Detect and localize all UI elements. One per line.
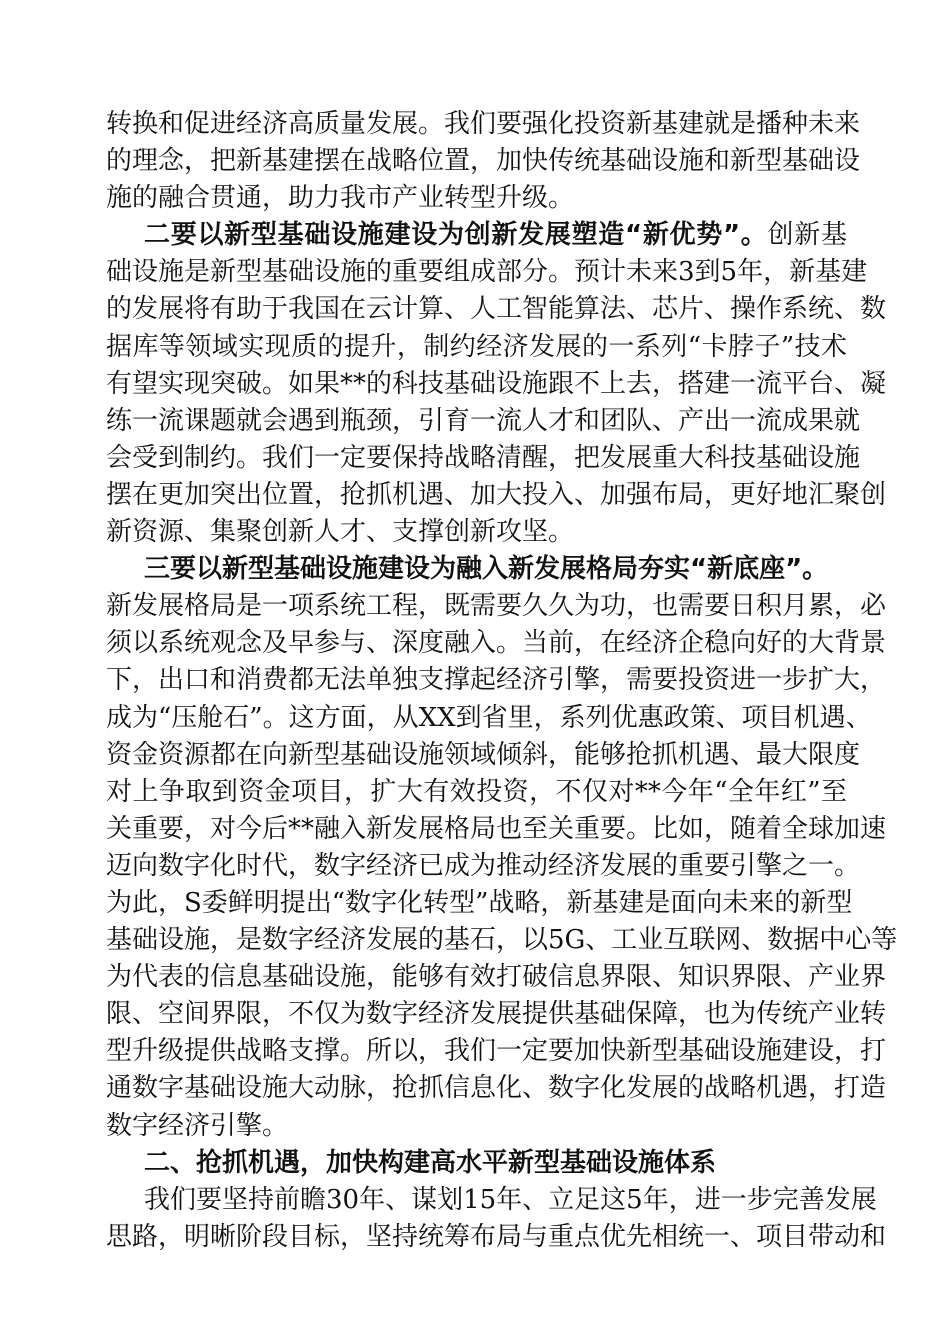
- body-text: 有望实现突破。如果**的科技基础设施跟不上去，搭建一流平台、凝: [106, 368, 887, 399]
- text-line: [106, 1033, 887, 1070]
- body-text: 下，出口和消费都无法单独支撑起经济引擎，需要投资进一步扩大，: [106, 665, 887, 696]
- body-text: 数字经济引擎。: [106, 1110, 289, 1141]
- text-line: [106, 996, 887, 1033]
- body-text: 新资源、集聚创新人才、支撑创新攻坚。: [106, 517, 575, 548]
- body-text: 成为“压舱石”。这方面，从XX到省里，系列优惠政策、项目机遇、: [106, 702, 872, 733]
- text-line: [106, 1108, 847, 1145]
- heading-line: [106, 551, 847, 588]
- body-text: 型升级提供战略支撑。所以，我们一定要加快新型基础设施建设，打: [106, 1036, 887, 1067]
- body-text: 须以系统观念及早参与、深度融入。当前，在经济企稳向好的大背景: [106, 628, 887, 659]
- body-text: 限、空间界限，不仅为数字经济发展提供基础保障，也为传统产业转: [106, 999, 887, 1030]
- body-text: 会受到制约。我们一定要保持战略清醒，把发展重大科技基础设施: [106, 442, 861, 473]
- bold-heading: 三要以新型基础设施建设为融入新发展格局夯实“新底座”。: [144, 554, 829, 585]
- body-text: 通数字基础设施大动脉，抢抓信息化、数字化发展的战略机遇，打造: [106, 1073, 887, 1104]
- body-text: 摆在更加突出位置，抢抓机遇、加大投入、加强布局，更好地汇聚创: [106, 479, 887, 510]
- text-line: [106, 700, 872, 737]
- text-line: [106, 366, 887, 403]
- text-line: [106, 106, 861, 143]
- body-text: 关重要，对今后**融入新发展格局也至关重要。比如，随着全球加速: [106, 813, 887, 844]
- body-text: 资金资源都在向新型基础设施领域倾斜，能够抢抓机遇、最大限度: [106, 739, 861, 770]
- text-line: [106, 922, 898, 959]
- text-line: [106, 848, 861, 885]
- text-line: [106, 625, 887, 662]
- text-line: [106, 1070, 887, 1107]
- text-line: [106, 1182, 877, 1219]
- text-line: [106, 180, 847, 217]
- body-text: 为代表的信息基础设施，能够有效打破信息界限、知识界限、产业界: [106, 962, 887, 993]
- text-line: [106, 1219, 887, 1256]
- text-line: [106, 329, 847, 366]
- text-line: [106, 737, 861, 774]
- text-line: [106, 811, 887, 848]
- bold-heading: 二要以新型基础设施建设为创新发展塑造“新优势”。: [144, 220, 768, 251]
- text-line: [106, 885, 853, 922]
- body-text: 转换和促进经济高质量发展。我们要强化投资新基建就是播种未来: [106, 109, 861, 139]
- text-line: [106, 291, 887, 328]
- text-line: [106, 774, 847, 811]
- body-text: 迈向数字化时代，数字经济已成为推动经济发展的重要引擎之一。: [106, 850, 861, 881]
- body-text: 思路，明晰阶段目标，坚持统筹布局与重点优先相统一、项目带动和: [106, 1221, 887, 1252]
- body-text: 础设施是新型基础设施的重要组成部分。预计未来3到5年，新基建: [106, 257, 868, 288]
- body-text: 基础设施，是数字经济发展的基石，以5G、工业互联网、数据中心等: [106, 925, 898, 956]
- text-line: [106, 959, 887, 996]
- text-line: [106, 514, 847, 551]
- body-text: 创新基: [767, 220, 847, 251]
- heading-line: [106, 217, 847, 254]
- body-text: 新发展格局是一项系统工程，既需要久久为功，也需要日积月累，必: [106, 591, 887, 622]
- text-line: [106, 588, 887, 625]
- body-text: 施的融合贯通，助力我市产业转型升级。: [106, 183, 575, 214]
- text-line: [106, 254, 868, 291]
- body-text: 据库等领域实现质的提升，制约经济发展的一系列“卡脖子”技术: [106, 331, 847, 362]
- body-text: 我们要坚持前瞻30年、谋划15年、立足这5年，进一步完善发展: [144, 1184, 877, 1215]
- body-text: 为此，S委鲜明提出“数字化转型”战略，新基建是面向未来的新型: [106, 887, 853, 918]
- body-text: 练一流课题就会遇到瓶颈，引育一流人才和团队、产出一流成果就: [106, 405, 861, 436]
- text-line: [106, 662, 887, 699]
- bold-heading: 二、抢抓机遇，加快构建高水平新型基础设施体系: [144, 1147, 717, 1178]
- document-body: [106, 106, 898, 1256]
- heading-line: [106, 1145, 847, 1182]
- body-text: 对上争取到资金项目，扩大有效投资，不仅对**今年“全年红”至: [106, 776, 847, 807]
- text-line: [106, 143, 861, 180]
- text-line: [106, 477, 887, 514]
- body-text: 的理念，把新基建摆在战略位置，加快传统基础设施和新型基础设: [106, 146, 861, 177]
- text-line: [106, 403, 861, 440]
- text-line: [106, 440, 861, 477]
- body-text: 的发展将有助于我国在云计算、人工智能算法、芯片、操作系统、数: [106, 294, 887, 325]
